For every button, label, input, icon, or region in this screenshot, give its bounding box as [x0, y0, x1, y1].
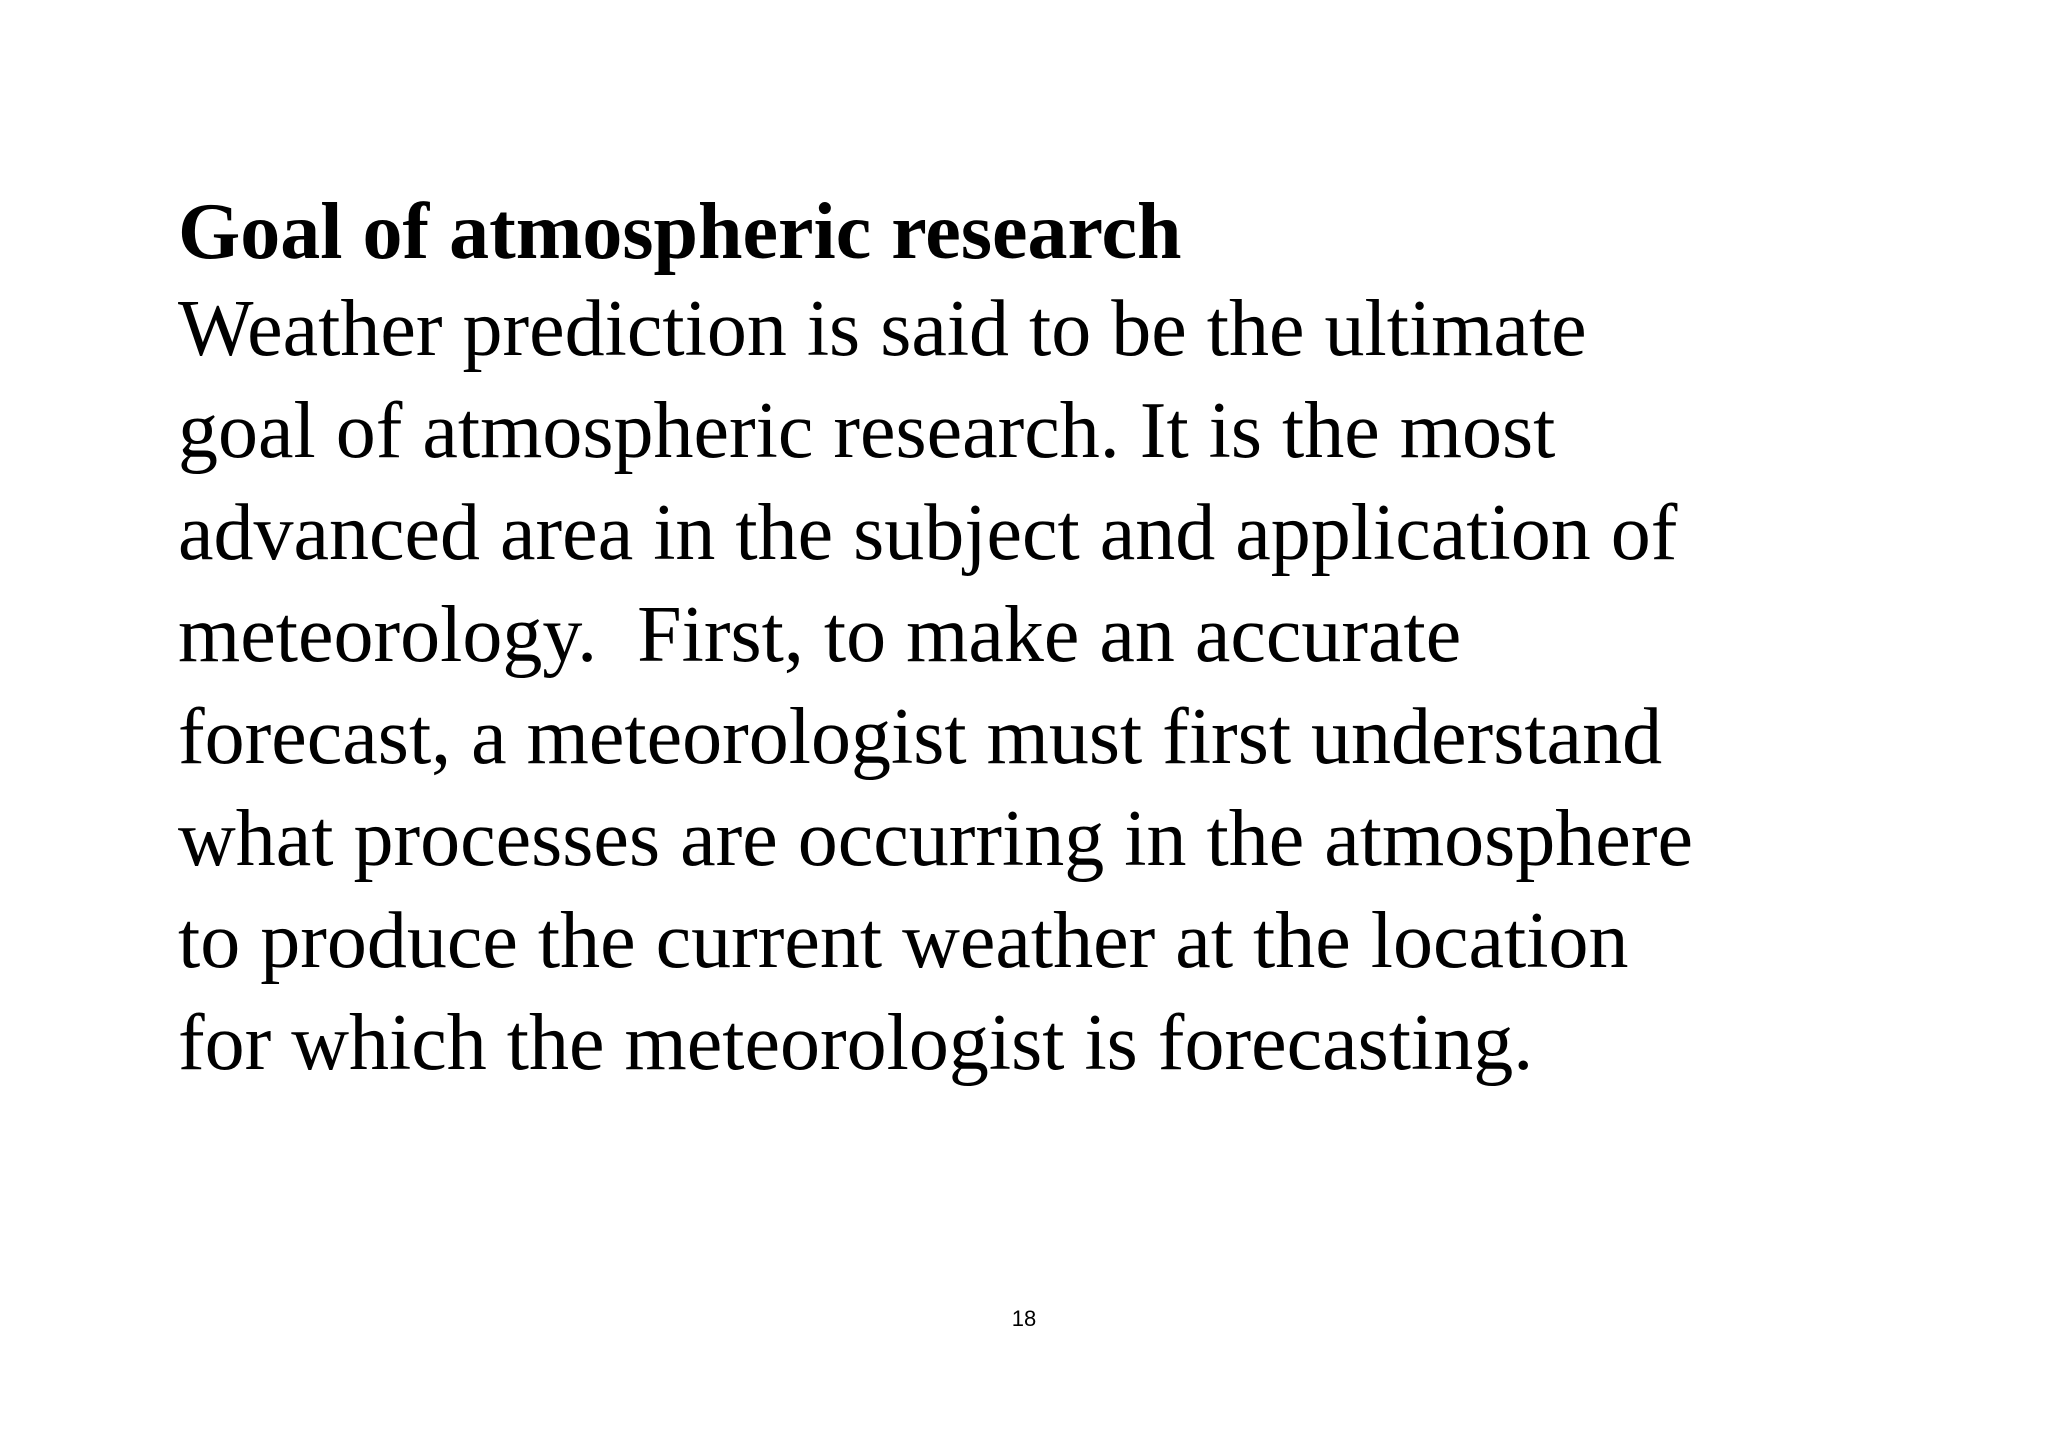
body-line: meteorology. First, to make an accurate — [178, 591, 1462, 679]
body-line: forecast, a meteorologist must first understand — [178, 693, 1663, 781]
body-line: advanced area in the subject and application of — [178, 489, 1678, 577]
body-line: Weather prediction is said to be the ultimate — [178, 285, 1587, 373]
body-line: to produce the current weather at the location — [178, 897, 1629, 985]
body-line: for which the meteorologist is forecasting. — [178, 999, 1534, 1087]
body-line: goal of atmospheric research. It is the most — [178, 387, 1556, 475]
section-heading: Goal of atmospheric research — [178, 188, 1182, 276]
body-paragraph — [178, 278, 1878, 1094]
page-number: 18 — [1011, 1306, 1037, 1331]
page-content — [178, 186, 1878, 1094]
body-line: what processes are occurring in the atmosphere — [178, 795, 1693, 883]
